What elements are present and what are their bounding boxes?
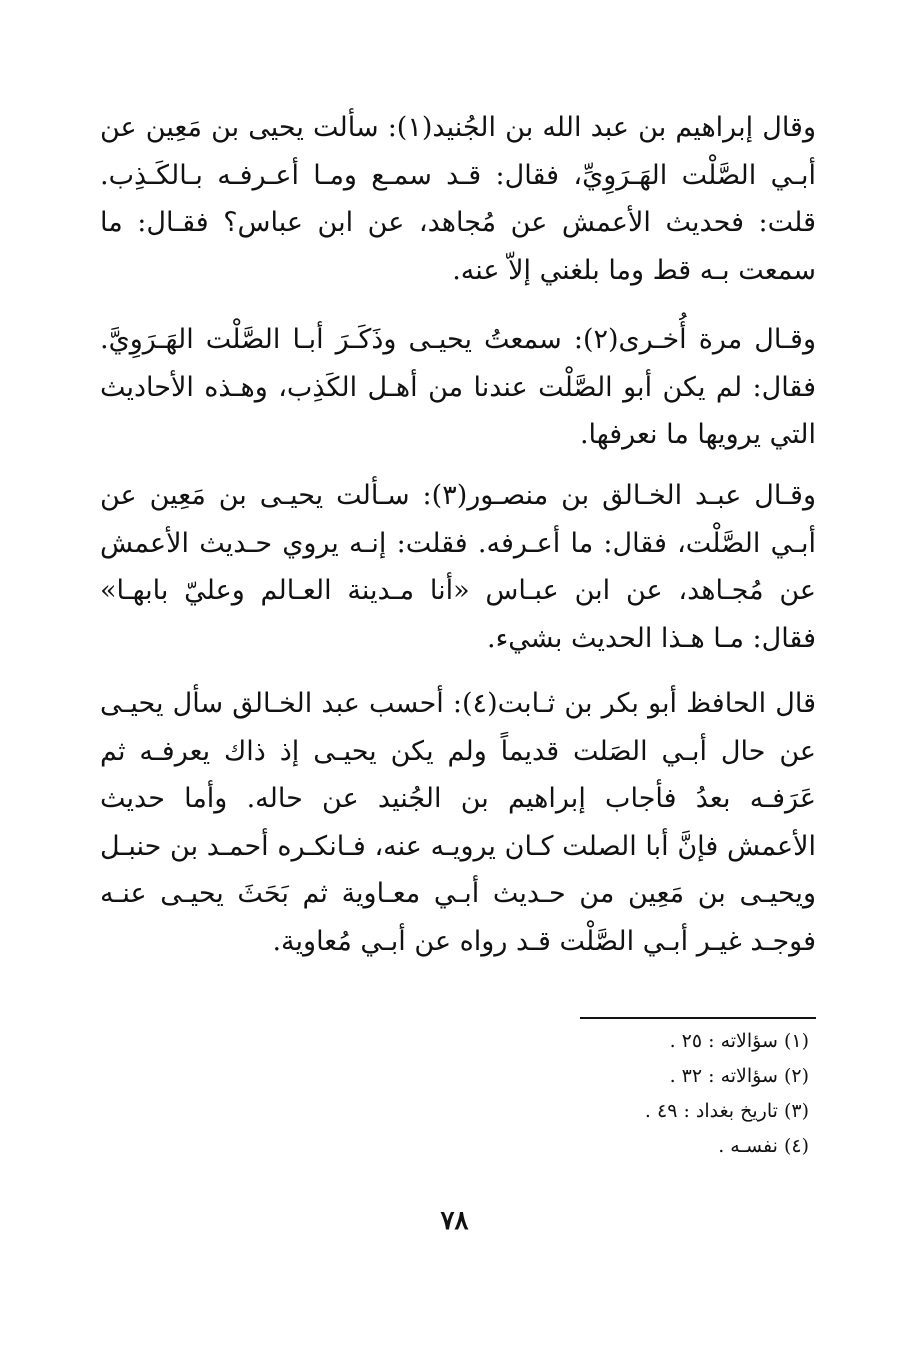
paragraph-al-hafiz-abu-bakr: قال الحافظ أبو بكر بن ثـابت(٤): أحسب عبد الخـالق سأل يحيـى عن حال أبـي الصَلت قديماً ولم يكن يحيـى إذ ذاك يعرفـه ثم عَرَفـه بعدُ فأجاب إبراهيم بن الجُنيد عن حاله. وأما حديث الأعمش فإنَّ أبا الصلت كـان يرويـه عنه، فـانكـره أحمـد بن حنبـل ويحيـى بن مَعِين من حـديث أبـي معـاوية ثم بَحَثَ يحيـى عنـه فوجـد غيـر أبـي الصَّلْت قـد رواه عن أبـي مُعاوية. xyxy=(100,688,816,957)
paragraph-another-time: وقـال مرة أُخـرى(٢): سمعتُ يحيـى وذَكَـرَ أبـا الصَّلْت الهَـرَوِيَّ. فقال: لم يكن أبو الصَّلْت عندنا من أهـل الكَذِب، وهـذه الأحاديث التي يرويها ما نعرفها. xyxy=(100,324,816,450)
footnote-4: (٤) نفسـه . xyxy=(718,1135,809,1157)
page-number: ٧٨ xyxy=(440,1206,469,1236)
paragraph-ibn-al-junayd: وقال إبراهيم بن عبد الله بن الجُنيد(١): سألت يحيى بن مَعِين عن أبـي الصَّلْت الهَـرَوِيِّ، فقال: قـد سمـع ومـا أعـرفـه بـالكَـذِب. قلت: فحديث الأعمش عن مُجاهد، عن ابن عباس؟ فقـال: ما سمعت بـه قط وما بلغني إلاّ عنه. xyxy=(100,112,817,286)
footnotes-list xyxy=(409,1024,809,1164)
footnote-2: (٢) سؤالاته : ٣٢ . xyxy=(669,1065,809,1087)
footnote-3: (٣) تاريخ بغداد : ٤٩ . xyxy=(644,1100,809,1122)
paragraph-abd-al-khaliq: وقـال عبـد الخـالق بن منصـور(٣): سـألت يحيـى بن مَعِين عن أبـي الصَّلْت، فقال: ما أعـرفه. فقلت: إنـه يروي حـديث الأعمش عن مُجـاهد، عن ابن عبـاس «أنا مـدينة العـالم وعليّ بابهـا» فقال: مـا هـذا الحديث بشيء. xyxy=(100,480,817,654)
footnote-1: (١) سؤالاته : ٢٥ . xyxy=(669,1030,809,1052)
footnote-divider xyxy=(580,1017,816,1019)
